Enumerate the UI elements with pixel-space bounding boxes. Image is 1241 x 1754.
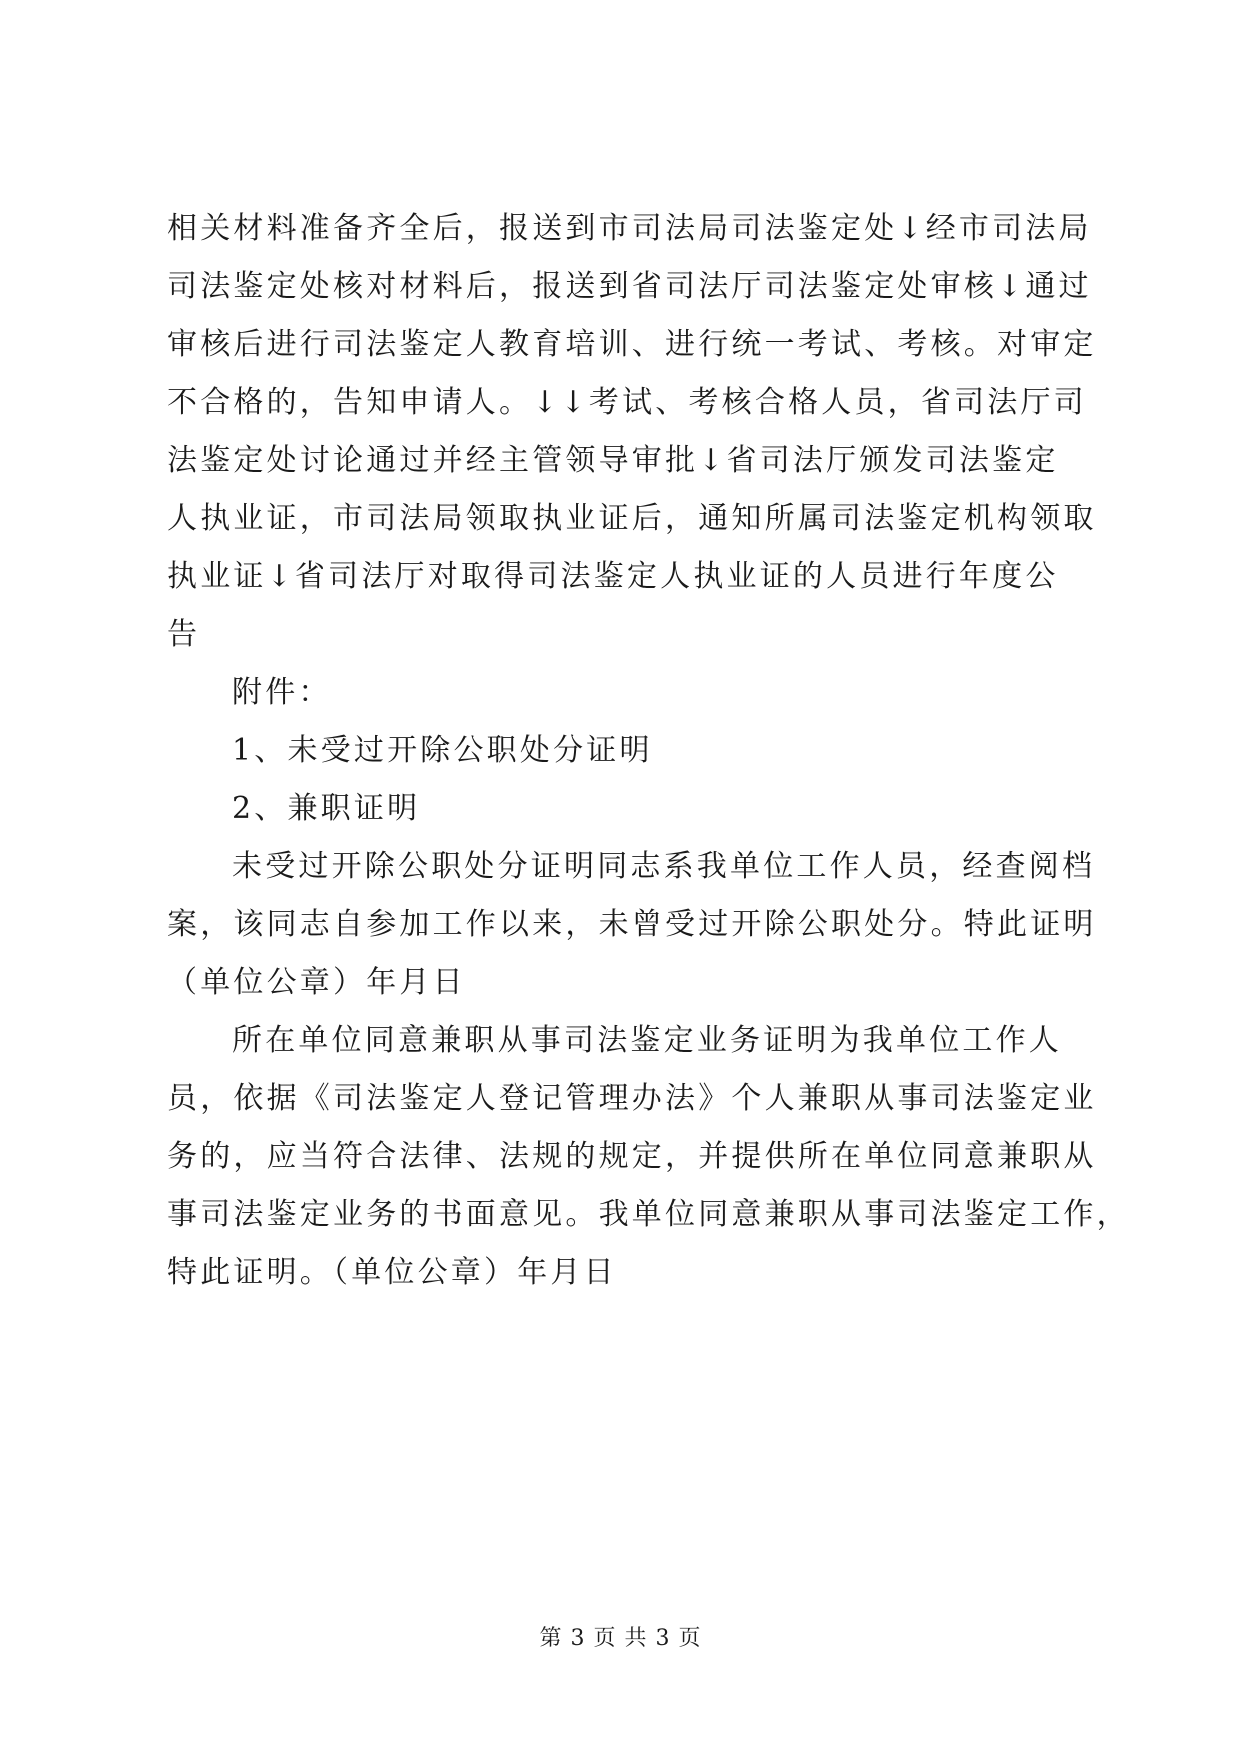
certificate-2-line: 特此证明。（单位公章）年月日 (167, 1255, 617, 1290)
certificate-1-line: （单位公章）年月日 (167, 965, 466, 1000)
attachment-heading: 附件： (232, 675, 332, 710)
certificate-1-line: 案，该同志自参加工作以来，未曾受过开除公职处分。特此证明 (167, 907, 1097, 942)
body-line: 告 (167, 617, 201, 652)
body-line: 司法鉴定处核对材料后，报送到省司法厅司法鉴定处审核↓通过 (167, 269, 1092, 304)
body-line: 人执业证，市司法局领取执业证后，通知所属司法鉴定机构领取 (167, 501, 1097, 536)
body-line: 审核后进行司法鉴定人教育培训、进行统一考试、考核。对审定 (167, 327, 1097, 362)
body-line: 相关材料准备齐全后，报送到市司法局司法鉴定处↓经市司法局 (167, 211, 1092, 246)
page-number-footer: 第 3 页 共 3 页 (539, 1626, 702, 1651)
body-line: 执业证↓省司法厅对取得司法鉴定人执业证的人员进行年度公 (167, 559, 1059, 594)
certificate-1-line: 未受过开除公职处分证明同志系我单位工作人员，经查阅档 (232, 849, 1096, 884)
attachment-item: 1、未受过开除公职处分证明 (232, 733, 653, 768)
certificate-2-line: 务的，应当符合法律、法规的规定，并提供所在单位同意兼职从 (167, 1139, 1097, 1174)
body-line: 不合格的，告知申请人。↓↓考试、考核合格人员，省司法厅司 (167, 385, 1087, 420)
body-line: 法鉴定处讨论通过并经主管领导审批↓省司法厅颁发司法鉴定 (167, 443, 1059, 478)
certificate-2-line: 事司法鉴定业务的书面意见。我单位同意兼职从事司法鉴定工作， (167, 1197, 1130, 1232)
certificate-2-line: 所在单位同意兼职从事司法鉴定业务证明为我单位工作人 (232, 1023, 1062, 1058)
certificate-2-line: 员，依据《司法鉴定人登记管理办法》个人兼职从事司法鉴定业 (167, 1081, 1097, 1116)
attachment-item: 2、兼职证明 (232, 791, 421, 826)
